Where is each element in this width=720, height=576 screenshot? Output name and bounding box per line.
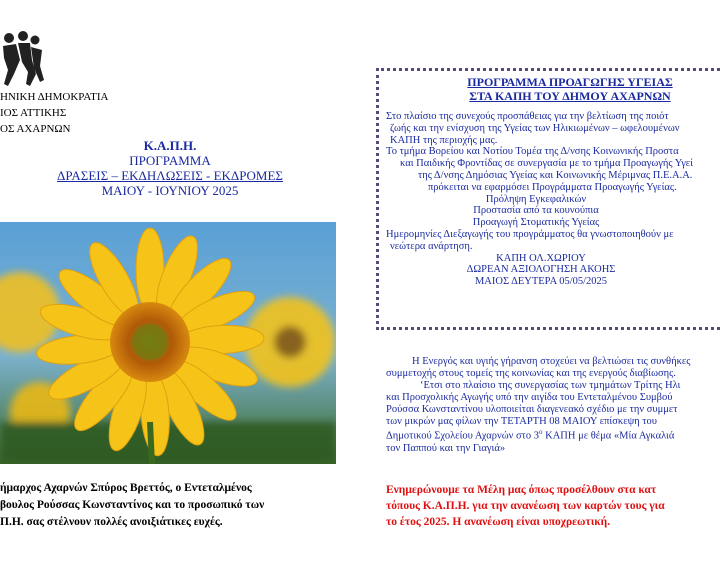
health-box-line: ΚΑΠΗ ΟΛ.ΧΩΡΙΟΥ xyxy=(496,252,586,264)
greeting-line: Π.Η. σας στέλνουν πολλές ανοιξιάτικες ευχές. xyxy=(0,516,223,528)
para-line: των μικρών μας φίλων την ΤΕΤΑΡΤΗ 08 ΜΑΙΟΥ επίσκεψη του xyxy=(386,415,657,427)
para-line: συμμετοχής στους τομείς της κοινωνίας και της ενεργούς διαβίωσης. xyxy=(386,367,676,379)
health-box-line: Προστασία από τα κουνούπια xyxy=(473,205,599,217)
para-line: τον Παππού και την Γιαγιά» xyxy=(386,442,506,454)
health-box-line: και Παιδικής Φροντίδας σε συνεργασία με το τμήμα Προαγωγής Υγεί xyxy=(400,158,694,170)
org-line: ΙΟΣ ΑΤΤΙΚΗΣ xyxy=(0,107,67,119)
health-box-line: νεώτερα ανάρτηση. xyxy=(390,240,473,252)
health-box-line: της Δ/νσης Δημόσιας Υγείας και Κοινωνικής Μέριμνας Π.Ε.Α.Α. xyxy=(418,169,693,181)
health-box-line: Ημερομηνίες Διεξαγωγής του προγράμματος θα γνωστοποιηθούν με xyxy=(386,228,674,240)
org-line: ΗΝΙΚΗ ΔΗΜΟΚΡΑΤΙΑ xyxy=(0,91,109,103)
health-box-title-line: ΣΤΑ ΚΑΠΗ ΤΟΥ ΔΗΜΟΥ ΑΧΑΡΝΩΝ xyxy=(469,89,671,103)
para-line xyxy=(386,427,720,442)
health-box-title xyxy=(380,75,720,103)
health-box-line: Πρόληψη Εγκεφαλικών xyxy=(485,193,587,205)
para-line-part: ΚΑΠΗ με θέμα «Μία Αγκαλιά xyxy=(542,430,675,442)
ordinal-superscript: ο xyxy=(538,428,543,437)
municipality-logo xyxy=(0,30,44,88)
health-box-line: ΜΑΙΟΣ ΔΕΥΤΕΡΑ 05/05/2025 xyxy=(474,276,608,288)
para-line-part: Δημοτικού Σχολείου Αχαρνών στο 3 xyxy=(386,430,539,442)
health-box-body xyxy=(386,111,720,288)
organization-header xyxy=(0,89,108,137)
program-title-line: ΔΡΑΣΕΙΣ – ΕΚΔΗΛΩΣΕΙΣ - ΕΚΔΡΟΜΕΣ xyxy=(57,168,283,183)
membership-renewal-notice xyxy=(386,482,720,530)
health-box-title-line: ΠΡΟΓΡΑΜΜΑ ΠΡΟΑΓΩΓΗΣ ΥΓΕΙΑΣ xyxy=(467,75,673,89)
health-box-line: ΚΑΠΗ της περιοχής μας. xyxy=(390,134,498,146)
notice-line: τόπους Κ.Α.Π.Η. για την ανανέωση των καρτών τους για xyxy=(386,500,665,512)
notice-line: το έτος 2025. Η ανανέωση είναι υποχρεωτική. xyxy=(386,516,611,528)
para-line: Η Ενεργός και υγιής γήρανση στοχεύει να βελτιώσει τις συνθήκες xyxy=(412,356,691,367)
org-line: ΟΣ ΑΧΑΡΝΩΝ xyxy=(0,123,71,135)
health-box-line: Προαγωγή Στοματικής Υγείας xyxy=(472,217,600,229)
health-box-line: ζωής και την ενίσχυση της Υγείας των Ηλικιωμένων – ωφελουμένων xyxy=(390,122,680,134)
notice-line: Ενημερώνουμε τα Μέλη μας όπως προσέλθουν στα κατ xyxy=(386,484,657,496)
program-title-line: ΠΡΟΓΡΑΜΜΑ xyxy=(129,153,211,168)
sunflower-photo xyxy=(0,222,336,464)
program-title xyxy=(0,138,340,198)
greeting-line: ήμαρχος Αχαρνών Σπύρος Βρεττός, ο Εντεταλμένος xyxy=(0,482,252,494)
program-title-line: ΜΑΙΟΥ - ΙΟΥΝΙΟΥ 2025 xyxy=(101,183,239,198)
health-box-line: Στο πλαίσιο της συνεχούς προσπάθειας για την βελτίωση της ποιότ xyxy=(386,111,669,122)
health-box-line: πρόκειται να εφαρμόσει Προγράμματα Προαγωγής Υγείας. xyxy=(428,181,677,193)
para-line: ‘Ετσι στο πλαίσιο της συνεργασίας των τμημάτων Τρίτης Ηλι xyxy=(420,379,681,391)
health-box-line: Το τμήμα Βορείου και Νοτίου Τομέα της Δ/νσης Κοινωνικής Προστα xyxy=(386,146,679,158)
greeting-text xyxy=(0,480,340,531)
para-line: Ρούσσα Κωνσταντίνου υλοποιείται διαγενεακό σχέδιο με την συμμετ xyxy=(386,403,678,415)
intergenerational-paragraph xyxy=(386,356,720,455)
greeting-line: βουλος Ρούσσας Κωνσταντίνος και το προσωπικό των xyxy=(0,499,265,511)
para-line: και Προσχολικής Αγωγής υπό την αιγίδα του Εντεταλμένου Συμβού xyxy=(386,391,673,403)
health-box-line: ΔΩΡΕΑΝ ΑΞΙΟΛΟΓΗΣΗ ΑΚΟΗΣ xyxy=(466,264,616,276)
program-title-line: Κ.Α.Π.Η. xyxy=(143,138,197,153)
